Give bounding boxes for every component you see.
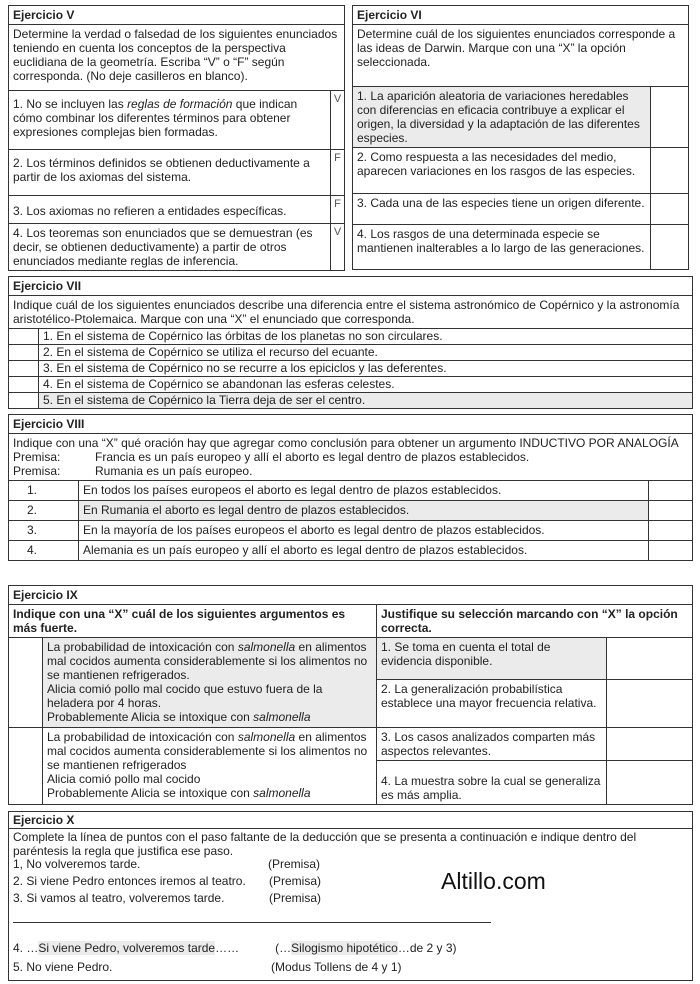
argument-2 <box>43 728 377 805</box>
exercise-6-title: Ejercicio VI <box>353 6 689 25</box>
answer-cell[interactable] <box>9 361 39 377</box>
missing-step-input[interactable]: Si viene Pedro, volveremos tarde <box>38 941 216 955</box>
answer-cell[interactable] <box>9 728 43 805</box>
answer-cell[interactable] <box>9 377 39 393</box>
text: Probablemente Alicia se intoxique con <box>47 786 254 800</box>
premise <box>13 464 688 478</box>
exercise-8-instructions: Indique con una “X” qué oración hay que agregar como conclusión para obtener un argumento INDUCTIVO POR ANALOGÍA <box>13 436 679 450</box>
answer-cell[interactable] <box>649 481 693 501</box>
exercise-9-title: Ejercicio IX <box>9 586 693 605</box>
exercise-6 <box>352 5 689 270</box>
text-emphasis: salmonella <box>237 730 296 744</box>
exercise-8-item: Alemania es un país europeo y allí el aborto es legal dentro de plazos establecidos. <box>79 541 649 561</box>
rule-suffix: …de 2 y 3) <box>397 941 457 955</box>
premise-label: Premisa: <box>13 450 61 464</box>
answer-cell[interactable] <box>9 393 39 409</box>
answer-cell[interactable] <box>651 194 689 225</box>
premise <box>13 450 688 464</box>
premise-label: Premisa: <box>13 464 61 478</box>
rule-input[interactable]: Silogismo hipotético <box>291 941 398 955</box>
exercise-7-item: 5. En el sistema de Copérnico la Tierra deja de ser el centro. <box>39 393 693 409</box>
exercise-10 <box>8 811 693 981</box>
argument-premise <box>47 730 372 772</box>
deduction-rule: (Modus Tollens de 4 y 1) <box>271 960 402 974</box>
exercise-6-item: 4. Los rasgos de una determinada especie se mantienen inalterables a lo largo de las generaciones. <box>353 225 651 270</box>
answer-cell[interactable] <box>607 761 693 805</box>
answer-cell[interactable]: V <box>331 91 345 150</box>
deduction-line <box>13 960 402 974</box>
answer-cell[interactable] <box>607 728 693 761</box>
exercise-9-col1-header: Indique con una “X” cuál de los siguientes argumentos es más fuerte. <box>9 605 377 638</box>
argument-1 <box>43 638 377 728</box>
deduction-step: 2. Si viene Pedro entonces iremos al teatro. <box>13 874 246 888</box>
answer-cell[interactable] <box>9 329 39 345</box>
item-emphasis: reglas de formación <box>127 97 233 111</box>
premise-text: Francia es un país europeo y allí el aborto es legal dentro de plazos establecidos. <box>95 450 530 464</box>
exercise-5-title: Ejercicio V <box>9 6 345 25</box>
exercise-10-instructions: Complete la línea de puntos con el paso faltante de la deducción que se presenta a continuación e indique dentro del paréntesis la regla que justifica ese paso. <box>13 830 637 858</box>
answer-cell[interactable]: F <box>331 150 345 196</box>
item-text: 1. No se incluyen las <box>13 97 128 111</box>
exercise-9-col2-header: Justifique su selección marcando con “X” la opción correcta. <box>377 605 693 638</box>
answer-cell[interactable] <box>649 521 693 541</box>
option-number: 1. <box>9 481 79 501</box>
justification-item: 1. Se toma en cuenta el total de evidencia disponible. <box>377 638 607 680</box>
deduction-rule: (Premisa) <box>269 891 322 905</box>
exercise-6-item: 3. Cada una de las especies tiene un origen diferente. <box>353 194 651 225</box>
argument-premise <box>47 640 372 682</box>
exercise-8-item: En todos los países europeos el aborto es legal dentro de plazos establecidos. <box>79 481 649 501</box>
exercise-6-item: 1. La aparición aleatoria de variaciones heredables con diferencias en eficacia contribuye a explicar el origen, la diversidad y la adaptación de las diferentes especies. <box>353 87 651 148</box>
exercise-5 <box>8 5 345 271</box>
text: en alimentos mal cocidos aumenta considerablemente si los alimentos no se mantienen refrigerados <box>47 730 368 772</box>
exercise-5-instructions: Determine la verdad o falsedad de los siguientes enunciados teniendo en cuenta los conceptos de la perspectiva euclidiana de la geometría. Escriba “V” o “F” según corresponda. (No deje casilleros en blanco). <box>9 25 345 91</box>
deduction-line <box>13 874 321 888</box>
exercise-8-item: En la mayoría de los países europeos el aborto es legal dentro de plazos establecidos. <box>79 521 649 541</box>
item-text: que indican cómo combinar los diferentes términos para obtener expresiones complejas bien formadas. <box>13 97 298 139</box>
deduction-step: 1, No volveremos tarde. <box>13 857 141 871</box>
text: en alimentos mal cocidos aumenta considerablemente si los alimentos no se mantienen refrigerados. <box>47 640 368 682</box>
exercise-5-item: 2. Los términos definidos se obtienen deductivamente a partir de los axiomas del sistema. <box>9 150 331 196</box>
exercise-8-item: En Rumania el aborto es legal dentro de plazos establecidos. <box>79 501 649 521</box>
answer-cell[interactable] <box>9 345 39 361</box>
exercise-8 <box>8 414 693 561</box>
text: Probablemente Alicia se intoxique con <box>47 710 254 724</box>
answer-cell[interactable] <box>651 148 689 194</box>
answer-cell[interactable] <box>651 87 689 148</box>
exercise-6-item: 2. Como respuesta a las necesidades del medio, aparecen variaciones en los rasgos de las especies. <box>353 148 651 194</box>
step-prefix: 4. … <box>13 941 39 955</box>
option-number: 4. <box>9 541 79 561</box>
rule-prefix: (… <box>275 941 292 955</box>
answer-cell[interactable] <box>649 541 693 561</box>
text-emphasis: salmonella <box>253 710 311 724</box>
exercise-7-item: 3. En el sistema de Copérnico no se recurre a los epiciclos y las deferentes. <box>39 361 693 377</box>
deduction-rule: (Premisa) <box>268 857 321 871</box>
site-logo: Altillo.com <box>441 868 546 894</box>
justification-item: 3. Los casos analizados comparten más aspectos relevantes. <box>377 728 607 761</box>
dots: …… <box>215 941 240 955</box>
exercise-7-title: Ejercicio VII <box>9 277 693 296</box>
deduction-line <box>13 891 321 905</box>
exercise-7-instructions: Indique cuál de los siguientes enunciados describe una diferencia entre el sistema astronómico de Copérnico y la astronomía aristotélico-Ptolemaica. Marque con una “X” el enunciado que corresponda. <box>9 296 693 329</box>
deduction-step: 5. No viene Pedro. <box>13 960 113 974</box>
justification-item: 2. La generalización probabilística establece una mayor frecuencia relativa. <box>377 680 607 728</box>
divider <box>13 922 491 923</box>
text-emphasis: salmonella <box>237 640 296 654</box>
answer-cell[interactable]: V <box>331 224 345 271</box>
argument-conclusion <box>47 710 372 724</box>
argument-conclusion <box>47 786 372 800</box>
answer-cell[interactable]: F <box>331 196 345 224</box>
exercise-7 <box>8 276 693 409</box>
exercise-5-item: 3. Los axiomas no refieren a entidades específicas. <box>9 196 331 224</box>
deduction-line-4 <box>13 941 457 955</box>
justification-item: 4. La muestra sobre la cual se generaliza es más amplia. <box>377 761 607 805</box>
deduction-line <box>13 857 320 871</box>
answer-cell[interactable] <box>651 225 689 270</box>
option-number: 3. <box>9 521 79 541</box>
argument-premise: Alicia comió pollo mal cocido que estuvo fuera de la heladera por 4 horas. <box>47 682 323 710</box>
exercise-7-item: 4. En el sistema de Copérnico se abandonan las esferas celestes. <box>39 377 693 393</box>
exercise-6-instructions: Determine cuál de los siguientes enunciados corresponde a las ideas de Darwin. Marque con una “X” la opción seleccionada. <box>353 25 689 87</box>
answer-cell[interactable] <box>9 638 43 728</box>
argument-premise: Alicia comió pollo mal cocido <box>47 772 201 786</box>
exercise-7-item: 2. En el sistema de Copérnico se utiliza el recurso del ecuante. <box>39 345 693 361</box>
answer-cell[interactable] <box>607 680 693 728</box>
premise-text: Rumania es un país europeo. <box>95 464 253 478</box>
text: La probabilidad de intoxicación con <box>47 730 238 744</box>
option-number: 2. <box>9 501 79 521</box>
exercise-10-title: Ejercicio X <box>9 812 692 829</box>
exercise-8-statement <box>9 434 693 481</box>
exercise-7-item: 1. En el sistema de Copérnico las órbitas de los planetas no son circulares. <box>39 329 693 345</box>
deduction-step: 3. Si vamos al teatro, volveremos tarde. <box>13 891 225 905</box>
exercise-9 <box>8 585 693 805</box>
answer-cell[interactable] <box>607 638 693 680</box>
text-emphasis: salmonella <box>253 786 311 800</box>
exercise-5-item: 4. Los teoremas son enunciados que se demuestran (es decir, se obtienen deductivamente) a partir de otros enunciados mediante reglas de inferencia. <box>9 224 331 271</box>
deduction-rule: (Premisa) <box>269 874 322 888</box>
answer-cell[interactable] <box>649 501 693 521</box>
exercise-8-title: Ejercicio VIII <box>9 415 693 434</box>
text: La probabilidad de intoxicación con <box>47 640 238 654</box>
exercise-5-item <box>9 91 331 150</box>
